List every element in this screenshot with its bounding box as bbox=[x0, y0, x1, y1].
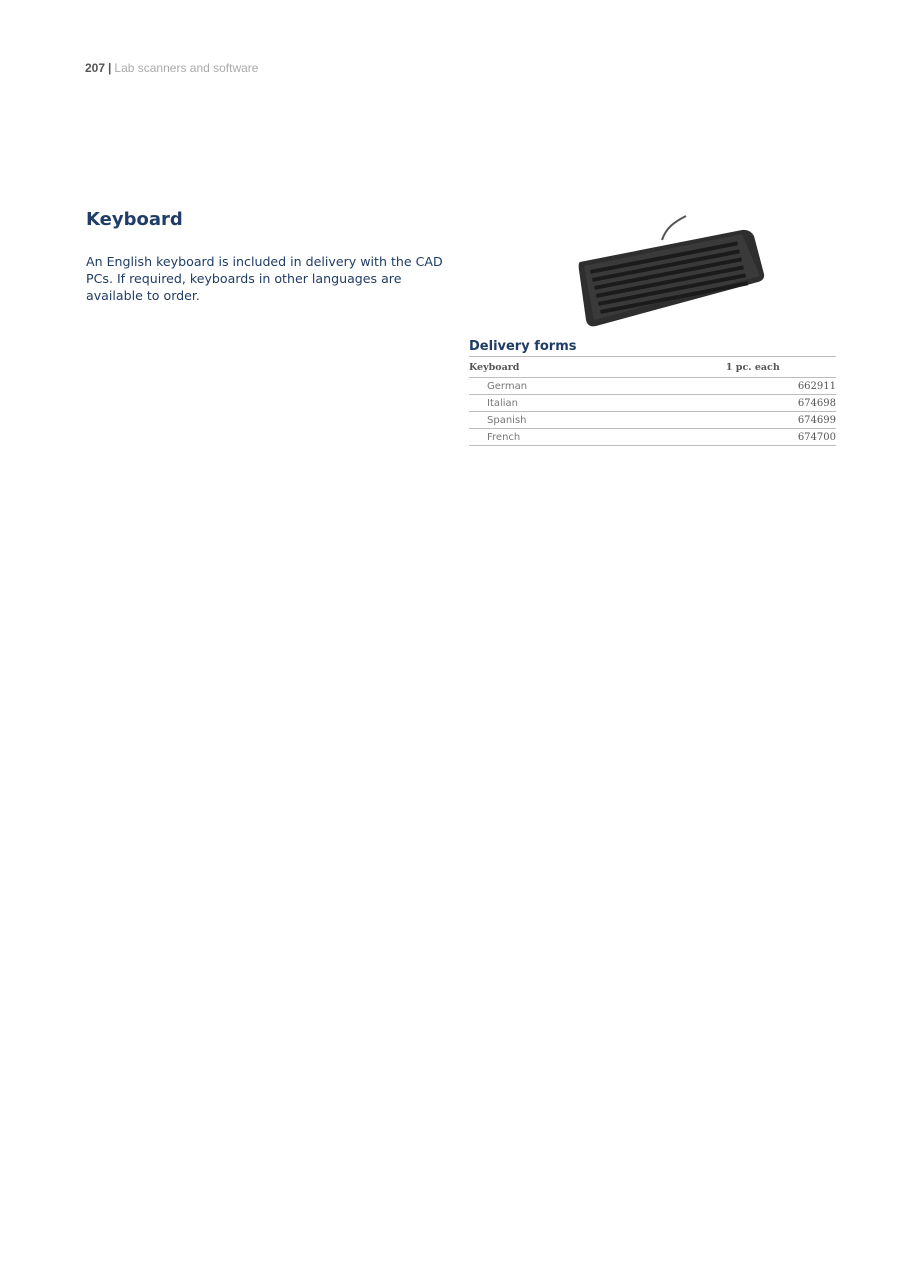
delivery-forms-title: Delivery forms bbox=[469, 338, 836, 357]
row-code: 674700 bbox=[726, 429, 836, 446]
delivery-forms bbox=[469, 338, 836, 446]
row-language: Spanish bbox=[469, 412, 726, 429]
keyboard-image bbox=[574, 214, 770, 328]
section-name: Lab scanners and software bbox=[114, 61, 259, 75]
table-row bbox=[469, 412, 836, 429]
table-row bbox=[469, 395, 836, 412]
row-code: 662911 bbox=[726, 378, 836, 395]
product-description: An English keyboard is included in delivery with the CAD PCs. If required, keyboards in other languages are available to order. bbox=[86, 254, 443, 303]
table-row bbox=[469, 378, 836, 395]
delivery-table bbox=[469, 357, 836, 446]
row-language: French bbox=[469, 429, 726, 446]
page-number: 207 bbox=[85, 61, 106, 75]
table-row bbox=[469, 429, 836, 446]
row-code: 674698 bbox=[726, 395, 836, 412]
column-header-quantity: 1 pc. each bbox=[726, 357, 836, 378]
column-header-product: Keyboard bbox=[469, 357, 726, 378]
product-title: Keyboard bbox=[86, 209, 183, 230]
row-language: Italian bbox=[469, 395, 726, 412]
page-header bbox=[85, 61, 258, 75]
row-language: German bbox=[469, 378, 726, 395]
table-header-row bbox=[469, 357, 836, 378]
header-separator: | bbox=[108, 61, 112, 75]
row-code: 674699 bbox=[726, 412, 836, 429]
